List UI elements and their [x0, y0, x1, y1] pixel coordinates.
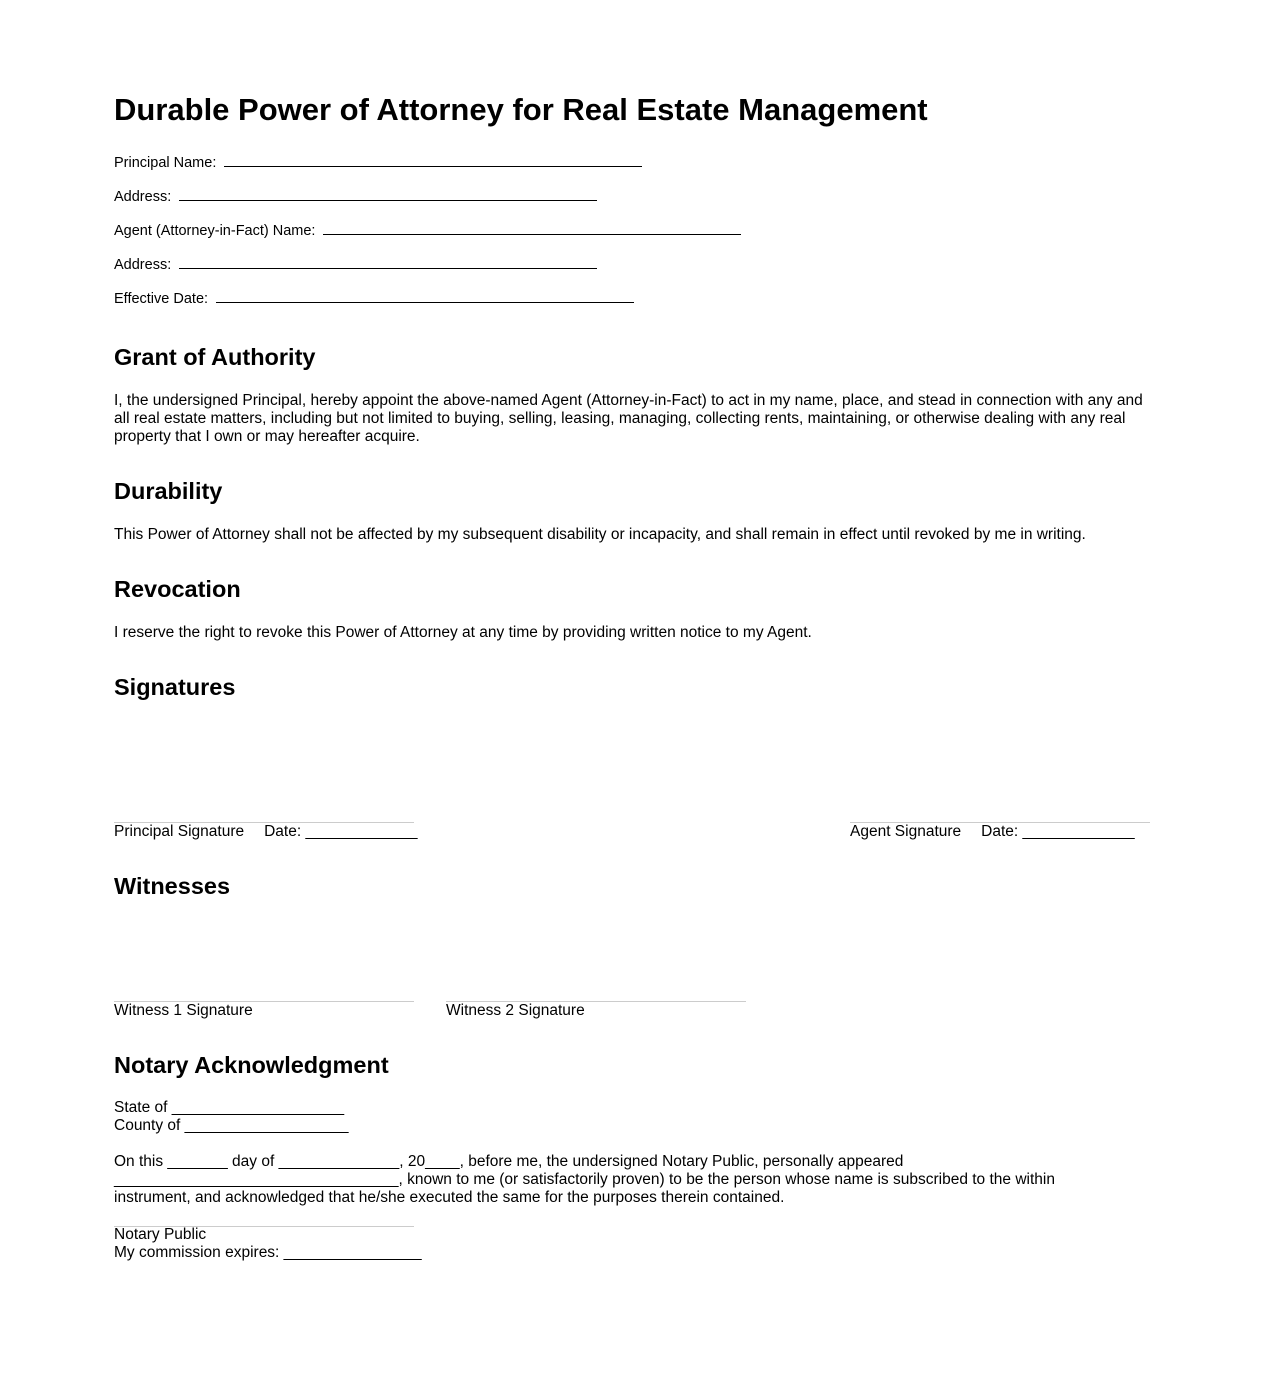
witness2-signature-block[interactable] [446, 1001, 746, 1020]
agent-address-field[interactable] [114, 253, 597, 274]
principal-signature-block[interactable] [114, 822, 418, 841]
agent-address-blank[interactable] [179, 253, 597, 269]
notary-paragraph-line2[interactable]: _________________________________, known to me (or satisfactorily proven) to be the person whose name is subscribed to the within [114, 1171, 1055, 1188]
principal-address-label: Address: [114, 189, 172, 205]
notary-commission-field[interactable]: My commission expires: ________________ [114, 1244, 422, 1261]
principal-address-field[interactable] [114, 185, 597, 206]
principal-date-field[interactable]: Date: _____________ [264, 823, 418, 840]
revocation-heading: Revocation [114, 576, 241, 602]
revocation-text: I reserve the right to revoke this Power of Attorney at any time by providing written notice to my Agent. [114, 624, 812, 641]
notary-state-field[interactable]: State of ____________________ [114, 1099, 345, 1116]
effective-date-field[interactable] [114, 287, 634, 308]
agent-name-blank[interactable] [323, 219, 741, 235]
notary-paragraph-line3: instrument, and acknowledged that he/she executed the same for the purposes therein contained. [114, 1189, 785, 1206]
witness2-signature-label: Witness 2 Signature [446, 1002, 585, 1019]
agent-signature-label: Agent Signature [850, 823, 962, 840]
effective-date-blank[interactable] [216, 287, 634, 303]
agent-name-label: Agent (Attorney-in-Fact) Name: [114, 223, 316, 239]
agent-signature-block[interactable] [850, 822, 1150, 841]
notary-heading: Notary Acknowledgment [114, 1052, 389, 1078]
witnesses-heading: Witnesses [114, 873, 231, 899]
grant-heading: Grant of Authority [114, 344, 316, 370]
notary-county-field[interactable]: County of ___________________ [114, 1117, 349, 1134]
principal-name-label: Principal Name: [114, 155, 217, 171]
agent-address-label: Address: [114, 257, 172, 273]
signatures-heading: Signatures [114, 674, 236, 700]
durability-text: This Power of Attorney shall not be affected by my subsequent disability or incapacity, and shall remain in effect until revoked by me in writing. [114, 526, 1086, 543]
principal-signature-label: Principal Signature [114, 823, 245, 840]
notary-paragraph-line1[interactable]: On this _______ day of ______________, 20____, before me, the undersigned Notary Public, personally appeared [114, 1153, 904, 1170]
witness1-signature-block[interactable] [114, 1001, 414, 1020]
document-title: Durable Power of Attorney for Real Estate Management [114, 92, 928, 127]
principal-address-blank[interactable] [179, 185, 597, 201]
durability-heading: Durability [114, 478, 223, 504]
effective-date-label: Effective Date: [114, 291, 209, 307]
principal-name-field[interactable] [114, 151, 642, 172]
agent-name-field[interactable] [114, 219, 741, 240]
notary-public-label: Notary Public [114, 1226, 207, 1243]
agent-date-field[interactable]: Date: _____________ [981, 823, 1135, 840]
grant-text: I, the undersigned Principal, hereby appoint the above-named Agent (Attorney-in-Fact) to act in my name, place, and stead in connection with any and all real estate matters, including but not limited to buying, selling, leasing, managing, collecting rents, maintaining, or otherwise dealing with any real property that I own or may hereafter acquire. [114, 392, 1143, 445]
witness1-signature-label: Witness 1 Signature [114, 1002, 253, 1019]
principal-name-blank[interactable] [224, 151, 642, 167]
